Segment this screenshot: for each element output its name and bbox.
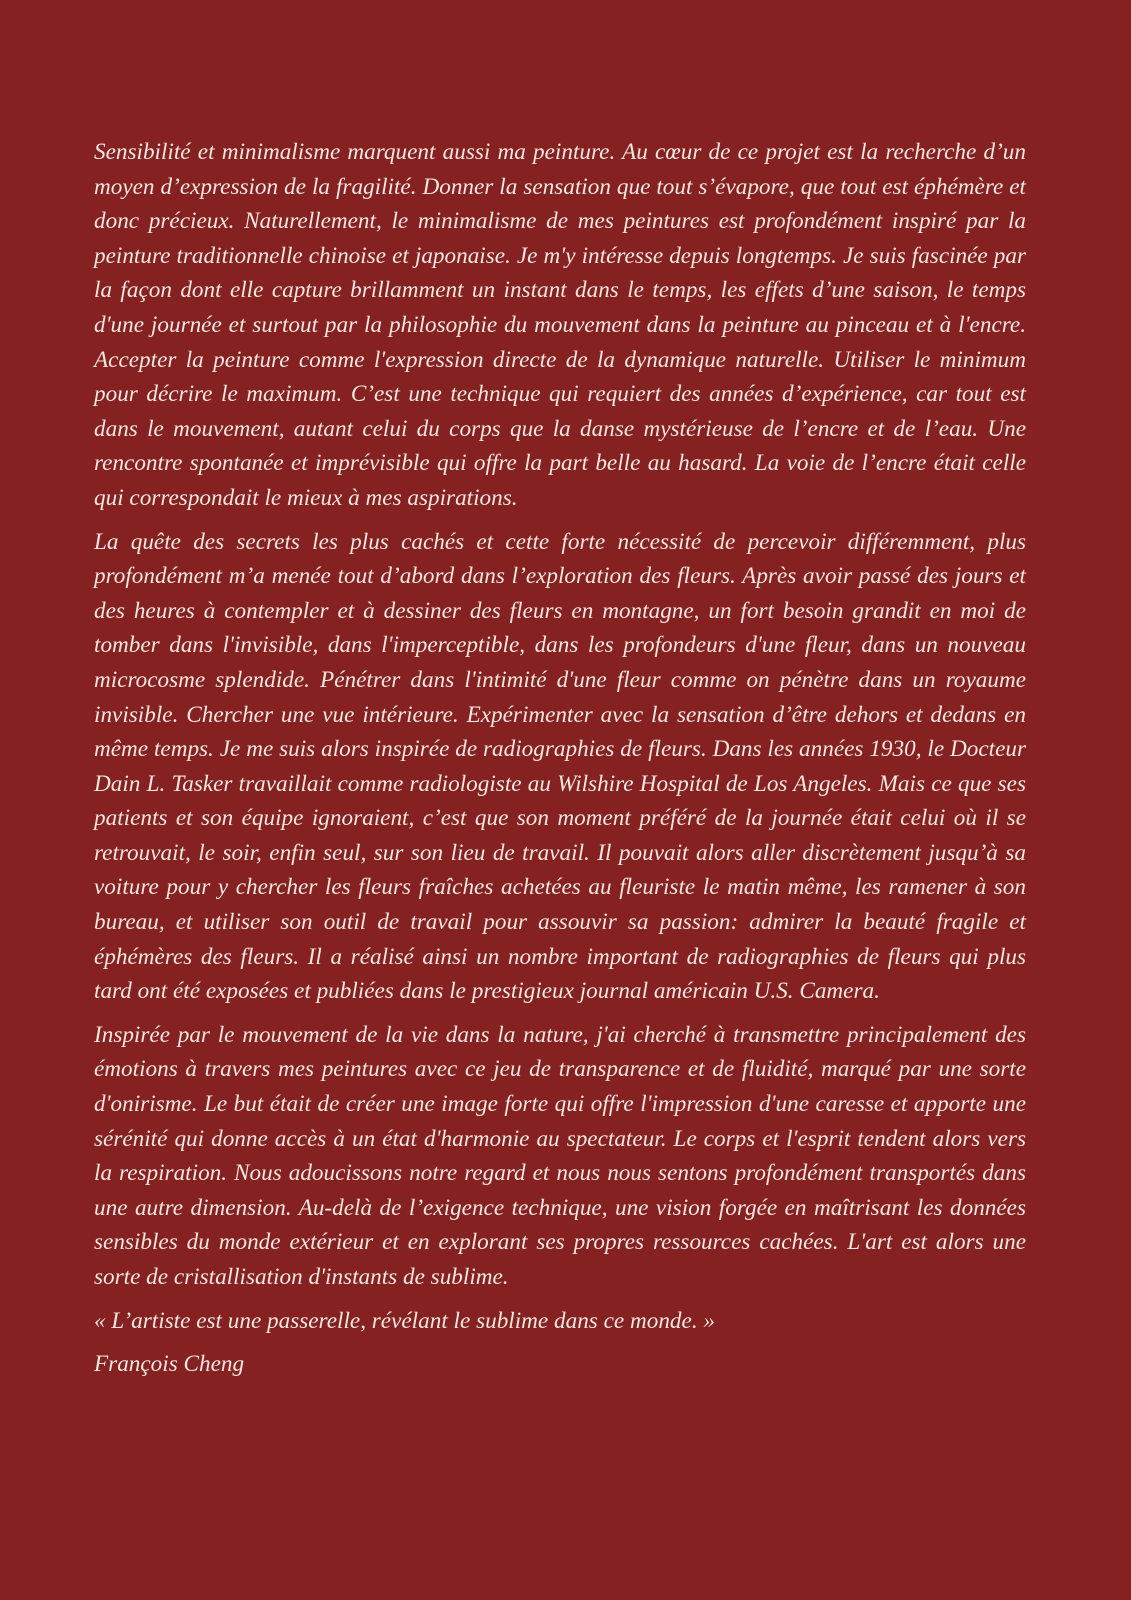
paragraph-flowers: La quête des secrets les plus cachés et cette forte nécessité de percevoir différemment, plus profondément m’a menée tout d’abord dans l’exploration des fleurs. Après avoir passé des jours et des heures à contempler et à dessiner des fleurs en montagne, un fort besoin grandit en moi de tomber dans l'invisible, dans l'imperceptible, dans les profondeurs d'une fleur, dans un nouveau microcosme splendide. Pénétrer dans l'intimité d'une fleur comme on pénètre dans un royaume invisible. Chercher une vue intérieure. Expérimenter avec la sensation d’être dehors et dedans en même temps. Je me suis alors inspirée de radiographies de fleurs. Dans les années 1930, le Docteur Dain L. Tasker travaillait comme radiologiste au Wilshire Hospital de Los Angeles. Mais ce que ses patients et son équipe ignoraient, c’est que son moment préféré de la journée était celui où il se retrouvait, le soir, enfin seul, sur son lieu de travail. Il pouvait alors aller discrètement jusqu’à sa voiture pour y chercher les fleurs fraîches achetées au fleuriste le matin même, les ramener à son bureau, et utiliser son outil de travail pour assouvir sa passion: admirer la beauté fragile et éphémères des fleurs. Il a réalisé ainsi un nombre important de radiographies de fleurs qui plus tard ont été exposées et publiées dans le prestigieux journal américain U.S. Camera.	[94, 528, 1026, 1005]
quote-author: François Cheng	[94, 1351, 245, 1378]
paragraph-sensibility: Sensibilité et minimalisme marquent aussi ma peinture. Au cœur de ce projet est la recherche d’un moyen d’expression de la fragilité. Donner la sensation que tout s’évapore, que tout est éphémère et donc précieux. Naturellement, le minimalisme de mes peintures est profondément inspiré par la peinture traditionnelle chinoise et japonaise. Je m'y intéresse depuis longtemps. Je suis fascinée par la façon dont elle capture brillamment un instant dans le temps, les effets d’une saison, le temps d'une journée et surtout par la philosophie du mouvement dans la peinture au pinceau et à l'encre. Accepter la peinture comme l'expression directe de la dynamique naturelle. Utiliser le minimum pour décrire le maximum. C’est une technique qui requiert des années d’expérience, car tout est dans le mouvement, autant celui du corps que la danse mystérieuse de l’encre et de l’eau. Une rencontre spontanée et imprévisible qui offre la part belle au hasard. La voie de l’encre était celle qui correspondait le mieux à mes aspirations.	[94, 139, 1026, 511]
body-text	[94, 135, 1026, 1382]
quote: « L’artiste est une passerelle, révélant le sublime dans ce monde. »	[94, 1307, 716, 1334]
paragraph-inspiration: Inspirée par le mouvement de la vie dans la nature, j'ai cherché à transmettre principalement des émotions à travers mes peintures avec ce jeu de transparence et de fluidité, marqué par une sorte d'onirisme. Le but était de créer une image forte qui offre l'impression d'une caresse et apporte une sérénité qui donne accès à un état d'harmonie au spectateur. Le corps et l'esprit tendent alors vers la respiration. Nous adoucissons notre regard et nous nous sentons profondément transportés dans une autre dimension. Au-delà de l’exigence technique, une vision forgée en maîtrisant les données sensibles du monde extérieur et en explorant ses propres ressources cachées. L'art est alors une sorte de cristallisation d'instants de sublime.	[94, 1021, 1026, 1290]
